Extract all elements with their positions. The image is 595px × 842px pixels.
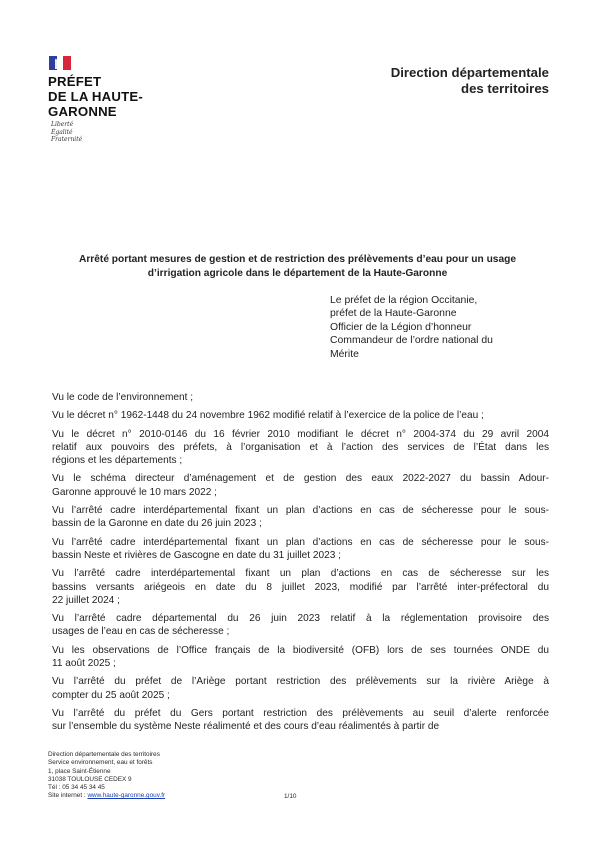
direction-line: des territoires (461, 81, 549, 96)
visa-item (52, 707, 549, 734)
visa-item (52, 612, 549, 639)
title-line: d’irrigation agricole dans le département de la Haute-Garonne (147, 267, 448, 279)
visa-item (52, 472, 549, 499)
visa-item (52, 536, 549, 563)
motto-line: Fraternité (51, 136, 83, 143)
visa-line: sur l’ensemble du système Neste réalimenté et des cours d’eau réalimentés à partir de (52, 721, 440, 733)
footer-line: 31038 TOULOUSE CEDEX 9 (48, 775, 132, 783)
visa-line: Vu l’arrêté cadre départemental du 26 juin 2023 relatif à la réglementation provisoire des (52, 613, 549, 625)
signatory-block (330, 294, 493, 361)
visa-line: Vu les observations de l’Office français de la biodiversité (OFB) lors de ses tournées ONDE du (52, 644, 549, 656)
footer-line: Service environnement, eau et forêts (48, 759, 153, 767)
footer-address (48, 751, 165, 801)
visa-line: Vu l’arrêté du préfet de l’Ariège portant restriction des prélèvements sur la rivière Ariège à (52, 676, 549, 688)
visa-line: Garonne approuvé le 10 mars 2022 ; (52, 486, 217, 498)
visa-item (52, 428, 549, 468)
republic-motto (51, 121, 82, 144)
visa-item (52, 409, 549, 422)
visa-line: Vu l’arrêté cadre interdépartemental fixant un plan d’actions en cas de sécheresse pour le sous- (52, 536, 549, 548)
footer-site-line (48, 792, 165, 800)
visa-list (52, 391, 549, 739)
visa-line: Vu le code de l’environnement ; (52, 392, 194, 403)
visa-line: relatif aux pouvoirs des préfets, à l’organisation et à l’action des services de l’État dans les (52, 441, 549, 453)
visa-item (52, 644, 549, 671)
page-number: 1/10 (284, 793, 297, 800)
signatory-line: préfet de la Haute-Garonne (330, 308, 457, 320)
visa-line: bassins versants ariégeois en date du 8 juillet 2023, modifié par l’arrêté inter-préfectoral du (52, 581, 549, 593)
visa-line: Vu l’arrêté cadre interdépartemental fixant un plan d’actions en cas de sécheresse sur les (52, 568, 549, 580)
prefet-line: PRÉFET (48, 74, 102, 89)
website-link[interactable]: www.haute-garonne.gouv.fr (87, 792, 166, 800)
footer-line: 1, place Saint-Étienne (48, 767, 111, 775)
visa-line: Vu le schéma directeur d’aménagement et de gestion des eaux 2022-2027 du bassin Adour- (52, 473, 549, 485)
visa-line: Vu le décret n° 2010-0146 du 16 février 2010 modifiant le décret n° 2004-374 du 29 avril 2004 (52, 428, 549, 440)
visa-line: compter du 25 août 2025 ; (52, 689, 170, 701)
visa-line: Vu l’arrêté du préfet du Gers portant restriction des prélèvements au seuil d’alerte renforcée (52, 707, 549, 719)
motto-line: Égalité (51, 128, 73, 136)
visa-line: usages de l’eau en cas de sécheresse ; (52, 626, 230, 638)
visa-line: Vu le décret n° 1962-1448 du 24 novembre 1962 modifié relatif à l’exercice de la police de l’eau ; (52, 410, 484, 422)
prefet-line: DE LA HAUTE- (48, 89, 143, 104)
visa-line: bassin Neste et rivières de Gascogne en date du 31 juillet 2023 ; (52, 549, 341, 561)
visa-item (52, 675, 549, 702)
visa-line: 11 août 2025 ; (52, 658, 116, 670)
signatory-line: Le préfet de la région Occitanie, (330, 295, 478, 306)
motto-line: Liberté (51, 121, 74, 128)
signatory-line: Commandeur de l’ordre national du (330, 335, 493, 347)
footer-site-label: Site internet : (48, 792, 88, 800)
footer-line: Direction départementale des territoires (48, 751, 160, 758)
signatory-line: Mérite (330, 348, 359, 360)
visa-line: régions et les départements ; (52, 455, 183, 467)
footer-line: Tél : 05 34 45 34 45 (48, 784, 105, 792)
direction-line: Direction départementale (390, 65, 549, 80)
visa-item (52, 567, 549, 607)
visa-item (52, 504, 549, 531)
visa-item (52, 391, 549, 404)
visa-line: 22 juillet 2024 ; (52, 594, 120, 606)
prefet-block (48, 74, 143, 119)
signatory-line: Officier de la Légion d’honneur (330, 321, 472, 333)
title-line: Arrêté portant mesures de gestion et de restriction des prélèvements d’eau pour un usage (78, 254, 517, 265)
marianne-logo (49, 56, 71, 70)
visa-line: bassin de la Garonne en date du 26 juin 2023 ; (52, 518, 262, 530)
direction-heading (391, 65, 549, 97)
document-title (40, 253, 555, 280)
visa-line: Vu l’arrêté cadre interdépartemental fixant un plan d’actions en cas de sécheresse pour le sous- (52, 505, 549, 517)
prefet-line: GARONNE (48, 104, 117, 119)
